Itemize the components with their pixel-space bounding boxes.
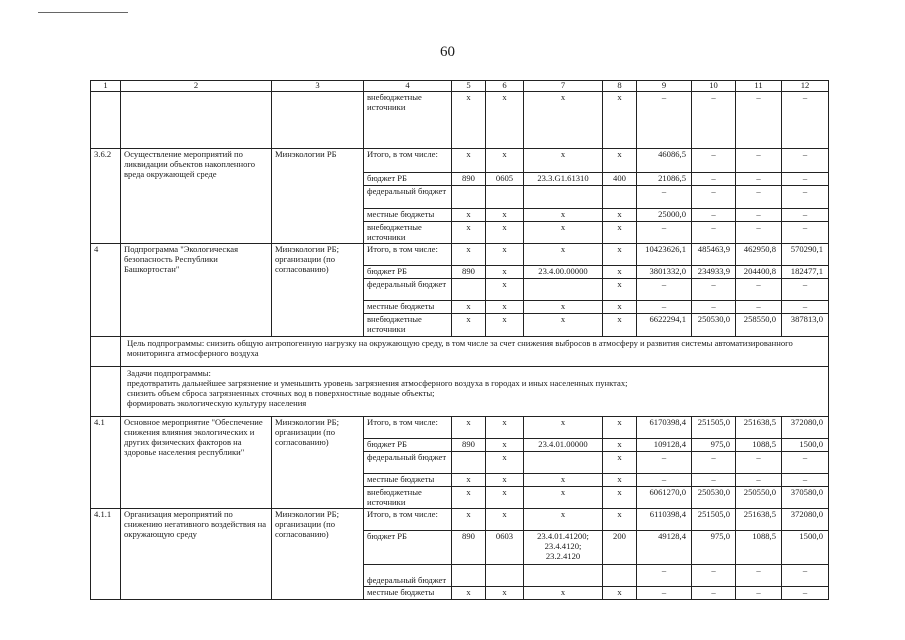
header-cell: 10 — [692, 81, 736, 92]
value-cell: – — [736, 91, 782, 148]
expense-type-cell: х — [603, 486, 637, 509]
source-cell: местные бюджеты — [364, 587, 452, 600]
expense-type-cell: х — [603, 148, 637, 172]
expense-type-cell: 200 — [603, 531, 637, 565]
value-cell: – — [736, 301, 782, 314]
grbs-cell: х — [452, 587, 486, 600]
value-cell: 250530,0 — [692, 486, 736, 509]
value-cell: 21086,5 — [637, 172, 692, 185]
section-cell: 0603 — [486, 531, 524, 565]
header-cell: 2 — [121, 81, 272, 92]
row-id — [91, 91, 121, 148]
value-cell: 3801332,0 — [637, 266, 692, 279]
value-cell: – — [692, 587, 736, 600]
section-cell: х — [486, 486, 524, 509]
header-cell: 7 — [524, 81, 603, 92]
target-item-cell: 23.4.01.41200; 23.4.4120; 23.2.4120 — [524, 531, 603, 565]
value-cell: – — [637, 91, 692, 148]
value-cell: 10423626,1 — [637, 244, 692, 266]
top-rule — [38, 12, 128, 13]
value-cell: 370580,0 — [782, 486, 829, 509]
value-cell: 109128,4 — [637, 438, 692, 451]
header-cell: 8 — [603, 81, 637, 92]
section-cell: х — [486, 438, 524, 451]
target-item-cell: х — [524, 486, 603, 509]
target-item-cell: х — [524, 473, 603, 486]
source-cell: Итого, в том числе: — [364, 416, 452, 438]
expense-type-cell — [603, 185, 637, 208]
expense-type-cell: 400 — [603, 172, 637, 185]
expense-type-cell: х — [603, 416, 637, 438]
value-cell: – — [692, 221, 736, 244]
source-cell: бюджет РБ — [364, 438, 452, 451]
target-item-cell: х — [524, 301, 603, 314]
value-cell: – — [736, 208, 782, 221]
tasks-heading: Задачи подпрограммы: — [127, 367, 211, 378]
expense-type-cell: х — [603, 279, 637, 301]
value-cell: – — [782, 208, 829, 221]
value-cell: – — [692, 565, 736, 587]
expense-type-cell: х — [603, 221, 637, 244]
source-cell: федеральный бюджет — [364, 565, 452, 587]
row-name: Основное мероприятие "Обеспечение снижения влияния экологических и других физических факторов на здоровье населения республики" — [121, 416, 272, 509]
value-cell: – — [637, 221, 692, 244]
grbs-cell — [452, 451, 486, 473]
row-executor — [272, 91, 364, 148]
value-cell: – — [637, 279, 692, 301]
grbs-cell: х — [452, 244, 486, 266]
value-cell: – — [782, 451, 829, 473]
target-item-cell — [524, 185, 603, 208]
target-item-cell — [524, 451, 603, 473]
grbs-cell: 890 — [452, 172, 486, 185]
expense-type-cell: х — [603, 438, 637, 451]
value-cell: – — [692, 473, 736, 486]
source-cell: федеральный бюджет — [364, 451, 452, 473]
target-item-cell: х — [524, 244, 603, 266]
section-cell: х — [486, 587, 524, 600]
source-cell: бюджет РБ — [364, 172, 452, 185]
target-item-cell: 23.3.G1.61310 — [524, 172, 603, 185]
source-cell: федеральный бюджет — [364, 185, 452, 208]
section-cell: х — [486, 416, 524, 438]
grbs-cell — [452, 565, 486, 587]
row-id: 4.1.1 — [91, 509, 121, 600]
value-cell: – — [736, 172, 782, 185]
target-item-cell — [524, 279, 603, 301]
grbs-cell: 890 — [452, 438, 486, 451]
value-cell: 975,0 — [692, 531, 736, 565]
expense-type-cell: х — [603, 451, 637, 473]
grbs-cell: х — [452, 301, 486, 314]
value-cell: – — [692, 208, 736, 221]
row-executor: Минэкологии РБ; организации (по согласованию) — [272, 244, 364, 337]
section-cell: х — [486, 148, 524, 172]
header-cell: 12 — [782, 81, 829, 92]
section-cell: х — [486, 244, 524, 266]
row-id: 4 — [91, 244, 121, 337]
value-cell: 251505,0 — [692, 416, 736, 438]
value-cell: 6061270,0 — [637, 486, 692, 509]
value-cell: – — [736, 451, 782, 473]
goal-row — [91, 336, 829, 366]
target-item-cell: х — [524, 314, 603, 337]
row-name — [121, 91, 272, 148]
task-item: формировать экологическую культуру населения — [127, 397, 307, 408]
value-cell: – — [782, 148, 829, 172]
section-cell: х — [486, 301, 524, 314]
row-id: 4.1 — [91, 416, 121, 509]
value-cell: – — [736, 587, 782, 600]
source-cell: Итого, в том числе: — [364, 148, 452, 172]
value-cell: 6170398,4 — [637, 416, 692, 438]
value-cell: – — [736, 148, 782, 172]
value-cell: – — [782, 279, 829, 301]
header-cell: 11 — [736, 81, 782, 92]
section-cell: 0605 — [486, 172, 524, 185]
expense-type-cell — [603, 565, 637, 587]
value-cell: – — [782, 172, 829, 185]
value-cell: 204400,8 — [736, 266, 782, 279]
source-cell: местные бюджеты — [364, 473, 452, 486]
row-name: Осуществление мероприятий по ликвидации объектов накопленного вреда окружающей среде — [121, 148, 272, 244]
row-executor: Минэкологии РБ; организации (по согласованию) — [272, 509, 364, 600]
row-id: 3.6.2 — [91, 148, 121, 244]
expense-type-cell: х — [603, 509, 637, 531]
expense-type-cell: х — [603, 266, 637, 279]
value-cell: 46086,5 — [637, 148, 692, 172]
tasks-row — [91, 366, 829, 416]
row-name: Организация мероприятий по снижению негативного воздействия на окружающую среду — [121, 509, 272, 600]
section-cell — [486, 185, 524, 208]
expense-type-cell: х — [603, 587, 637, 600]
source-cell: Итого, в том числе: — [364, 509, 452, 531]
value-cell: – — [782, 565, 829, 587]
grbs-cell: х — [452, 314, 486, 337]
grbs-cell: х — [452, 509, 486, 531]
target-item-cell: х — [524, 509, 603, 531]
value-cell: 6622294,1 — [637, 314, 692, 337]
expense-type-cell: х — [603, 208, 637, 221]
value-cell: 1088,5 — [736, 438, 782, 451]
value-cell: – — [637, 587, 692, 600]
source-cell: внебюджетные источники — [364, 314, 452, 337]
value-cell: 49128,4 — [637, 531, 692, 565]
task-item: предотвратить дальнейшее загрязнение и уменьшить уровень загрязнения атмосферного воздуха в городах и иных населенных пунктах; — [127, 377, 628, 388]
value-cell: – — [736, 279, 782, 301]
header-cell: 1 — [91, 81, 121, 92]
section-cell: х — [486, 509, 524, 531]
section-cell: х — [486, 208, 524, 221]
table-row — [91, 509, 829, 531]
value-cell: 387813,0 — [782, 314, 829, 337]
expense-type-cell: х — [603, 244, 637, 266]
grbs-cell: х — [452, 221, 486, 244]
value-cell: – — [736, 185, 782, 208]
row-executor: Минэкологии РБ; организации (по согласованию) — [272, 416, 364, 509]
header-cell: 4 — [364, 81, 452, 92]
row-id — [91, 366, 121, 416]
value-cell: 182477,1 — [782, 266, 829, 279]
value-cell: 570290,1 — [782, 244, 829, 266]
target-item-cell: х — [524, 91, 603, 148]
grbs-cell: 890 — [452, 266, 486, 279]
source-cell: федеральный бюджет — [364, 279, 452, 301]
value-cell: – — [637, 451, 692, 473]
source-cell: местные бюджеты — [364, 208, 452, 221]
value-cell: – — [692, 148, 736, 172]
value-cell: 1088,5 — [736, 531, 782, 565]
header-cell: 3 — [272, 81, 364, 92]
table-row — [91, 148, 829, 172]
target-item-cell: 23.4.01.00000 — [524, 438, 603, 451]
value-cell: 251638,5 — [736, 416, 782, 438]
value-cell: – — [637, 473, 692, 486]
source-cell: внебюджетные источники — [364, 221, 452, 244]
grbs-cell — [452, 185, 486, 208]
header-cell: 5 — [452, 81, 486, 92]
value-cell: – — [637, 301, 692, 314]
source-cell: Итого, в том числе: — [364, 244, 452, 266]
budget-table — [90, 80, 829, 600]
value-cell: 250530,0 — [692, 314, 736, 337]
expense-type-cell: х — [603, 91, 637, 148]
value-cell: 1500,0 — [782, 438, 829, 451]
grbs-cell: х — [452, 416, 486, 438]
value-cell: – — [692, 451, 736, 473]
table-row — [91, 91, 829, 148]
section-cell: х — [486, 266, 524, 279]
target-item-cell: х — [524, 221, 603, 244]
value-cell: 372080,0 — [782, 416, 829, 438]
value-cell: – — [736, 565, 782, 587]
target-item-cell: 23.4.00.00000 — [524, 266, 603, 279]
section-cell: х — [486, 279, 524, 301]
grbs-cell: х — [452, 91, 486, 148]
section-cell: х — [486, 221, 524, 244]
value-cell: 485463,9 — [692, 244, 736, 266]
header-cell: 6 — [486, 81, 524, 92]
value-cell: – — [782, 91, 829, 148]
value-cell: 1500,0 — [782, 531, 829, 565]
value-cell: – — [692, 91, 736, 148]
value-cell: – — [692, 301, 736, 314]
source-cell: бюджет РБ — [364, 531, 452, 565]
subprogram-goal: Цель подпрограммы: снизить общую антропогенную нагрузку на окружающую среду, в том числе за счет снижения выбросов в атмосферу и развития системы автоматизированного мониторинга атмосферного воздуха — [121, 336, 829, 366]
subprogram-tasks — [121, 366, 829, 416]
table-row — [91, 244, 829, 266]
value-cell: – — [637, 565, 692, 587]
source-cell: внебюджетные источники — [364, 486, 452, 509]
section-cell: х — [486, 314, 524, 337]
value-cell: – — [782, 587, 829, 600]
grbs-cell — [452, 279, 486, 301]
value-cell: – — [782, 185, 829, 208]
value-cell: 251638,5 — [736, 509, 782, 531]
grbs-cell: х — [452, 148, 486, 172]
expense-type-cell: х — [603, 473, 637, 486]
value-cell: – — [692, 279, 736, 301]
value-cell: 6110398,4 — [637, 509, 692, 531]
target-item-cell: х — [524, 208, 603, 221]
value-cell: 462950,8 — [736, 244, 782, 266]
grbs-cell: х — [452, 486, 486, 509]
value-cell: 372080,0 — [782, 509, 829, 531]
value-cell: – — [782, 473, 829, 486]
target-item-cell: х — [524, 416, 603, 438]
section-cell: х — [486, 473, 524, 486]
grbs-cell: х — [452, 208, 486, 221]
page-number: 60 — [440, 44, 455, 60]
row-id — [91, 336, 121, 366]
target-item-cell: х — [524, 148, 603, 172]
expense-type-cell: х — [603, 314, 637, 337]
value-cell: – — [637, 185, 692, 208]
value-cell: – — [782, 301, 829, 314]
expense-type-cell: х — [603, 301, 637, 314]
value-cell: 251505,0 — [692, 509, 736, 531]
row-name: Подпрограмма "Экологическая безопасность Республики Башкортостан" — [121, 244, 272, 337]
section-cell: х — [486, 451, 524, 473]
value-cell: – — [736, 473, 782, 486]
source-cell: внебюджетные источники — [364, 91, 452, 148]
value-cell: – — [782, 221, 829, 244]
target-item-cell — [524, 565, 603, 587]
value-cell: 234933,9 — [692, 266, 736, 279]
grbs-cell: х — [452, 473, 486, 486]
row-executor: Минэкологии РБ — [272, 148, 364, 244]
source-cell: местные бюджеты — [364, 301, 452, 314]
value-cell: 250550,0 — [736, 486, 782, 509]
value-cell: – — [736, 221, 782, 244]
value-cell: – — [692, 172, 736, 185]
value-cell: 975,0 — [692, 438, 736, 451]
table-row — [91, 416, 829, 438]
header-row — [91, 81, 829, 92]
value-cell: – — [692, 185, 736, 208]
value-cell: 258550,0 — [736, 314, 782, 337]
task-item: снизить объем сброса загрязненных сточных вод в поверхностные водные объекты; — [127, 387, 435, 398]
value-cell: 25000,0 — [637, 208, 692, 221]
grbs-cell: 890 — [452, 531, 486, 565]
target-item-cell: х — [524, 587, 603, 600]
section-cell: х — [486, 91, 524, 148]
header-cell: 9 — [637, 81, 692, 92]
section-cell — [486, 565, 524, 587]
source-cell: бюджет РБ — [364, 266, 452, 279]
